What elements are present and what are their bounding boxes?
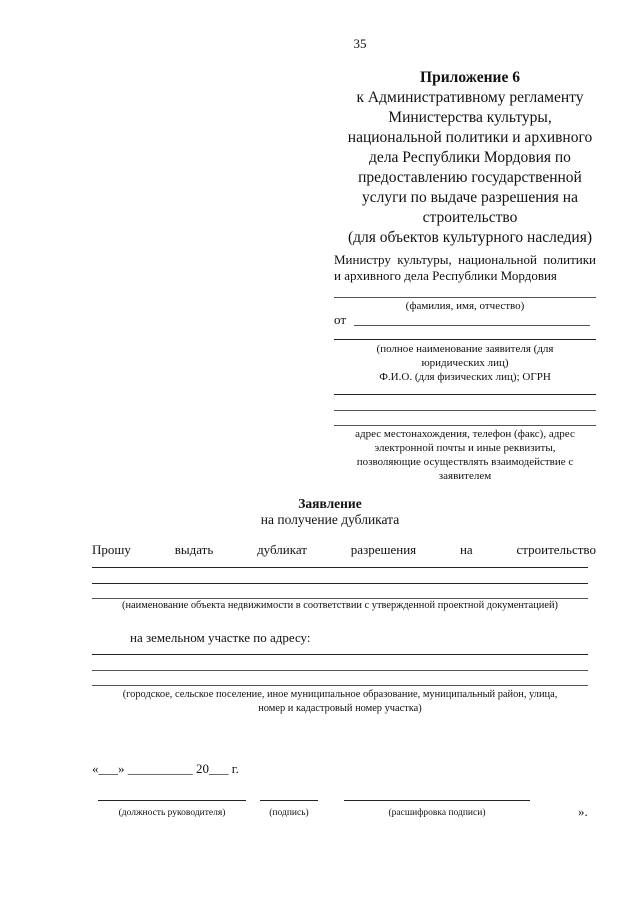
date-line: «___» __________ 20___ г. bbox=[92, 761, 239, 776]
requisites-line[interactable] bbox=[334, 410, 596, 411]
appendix-title: Приложение 6 bbox=[420, 69, 520, 86]
position-line[interactable] bbox=[98, 800, 246, 801]
address-caption-line: заявителем bbox=[438, 470, 492, 482]
appendix-line: (для объектов культурного наследия) bbox=[347, 229, 592, 246]
signature-caption: (подпись) bbox=[269, 808, 309, 818]
signature-decode-line[interactable] bbox=[344, 800, 530, 801]
request-word: выдать bbox=[174, 542, 214, 557]
land-address-line[interactable] bbox=[92, 685, 588, 686]
land-address-line[interactable] bbox=[92, 654, 588, 655]
land-address-line[interactable] bbox=[92, 670, 588, 671]
fio-caption: (фамилия, имя, отчество) bbox=[405, 300, 525, 312]
position-caption: (должность руководителя) bbox=[118, 808, 226, 818]
request-word: дубликат bbox=[257, 542, 307, 557]
request-word: на bbox=[459, 542, 473, 557]
land-address-caption bbox=[84, 688, 596, 716]
from-line[interactable] bbox=[354, 325, 590, 326]
signature-decode-caption: (расшифровка подписи) bbox=[388, 808, 486, 818]
request-word: Прошу bbox=[92, 542, 131, 557]
statement-heading bbox=[180, 496, 480, 528]
object-caption: (наименование объекта недвижимости в соответствии с утвержденной проектной документацией) bbox=[122, 600, 558, 611]
appendix-line: услуги по выдаче разрешения на bbox=[362, 189, 578, 206]
page-number: 35 bbox=[353, 36, 367, 51]
request-word: строительство bbox=[516, 542, 596, 557]
appendix-line: к Административному регламенту bbox=[356, 89, 584, 106]
appendix-line: дела Республики Мордовия по bbox=[369, 149, 571, 166]
applicant-line[interactable] bbox=[334, 339, 596, 340]
statement-subtitle: на получение дубликата bbox=[260, 512, 400, 527]
address-caption-line: адрес местонахождения, телефон (факс), адрес bbox=[355, 428, 575, 440]
object-line[interactable] bbox=[92, 567, 588, 568]
applicant-caption bbox=[334, 342, 596, 384]
applicant-caption-line: Ф.И.О. (для физических лиц); ОГРН bbox=[379, 371, 551, 383]
from-label: от bbox=[334, 312, 347, 327]
appendix-line: национальной политики и архивного bbox=[347, 129, 593, 146]
statement-title: Заявление bbox=[298, 496, 362, 511]
land-address-caption-line: номер и кадастровый номер участка) bbox=[258, 703, 422, 714]
address-caption-line: позволяющие осуществлять взаимодействие с bbox=[356, 456, 574, 468]
applicant-caption-line: юридических лиц) bbox=[421, 357, 509, 369]
signature-line[interactable] bbox=[260, 800, 318, 801]
address-caption bbox=[334, 427, 596, 483]
addressee-text: Министру культуры, национальной политики и архивного дела Республики Мордовия bbox=[334, 252, 596, 283]
applicant-caption-line: (полное наименование заявителя (для bbox=[376, 343, 554, 355]
request-row bbox=[92, 542, 596, 558]
object-line[interactable] bbox=[92, 583, 588, 584]
requisites-line[interactable] bbox=[334, 394, 596, 395]
request-word: разрешения bbox=[350, 542, 417, 557]
land-address-caption-line: (городское, сельское поселение, иное муниципальное образование, муниципальный район, улица, bbox=[122, 689, 558, 700]
appendix-line: строительство bbox=[422, 209, 518, 226]
closing-quote: ». bbox=[578, 804, 588, 819]
requisites-line[interactable] bbox=[334, 425, 596, 426]
address-caption-line: электронной почты и иные реквизиты, bbox=[374, 442, 556, 454]
object-line[interactable] bbox=[92, 598, 588, 599]
land-label: на земельном участке по адресу: bbox=[130, 630, 311, 645]
appendix-header bbox=[330, 68, 610, 248]
appendix-line: Министерства культуры, bbox=[388, 109, 552, 126]
fio-line[interactable] bbox=[334, 297, 596, 298]
appendix-line: предоставлению государственной bbox=[358, 169, 582, 186]
